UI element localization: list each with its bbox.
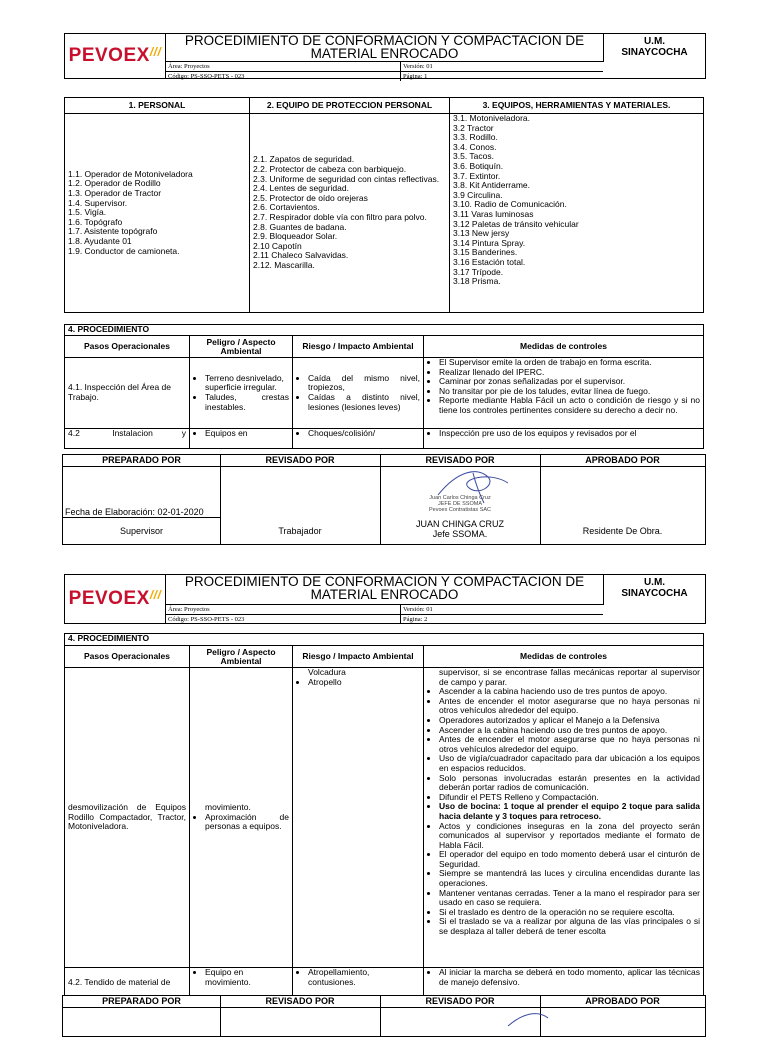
residente-role: Residente De Obra. (582, 526, 663, 536)
list-item: 3.10. Radio de Comunicación. (453, 199, 567, 210)
procedure-table-p2-wrap (64, 633, 704, 995)
list-item: 2.8. Guantes de badana. (253, 221, 347, 232)
list-item: 3.7. Extintor. (453, 170, 501, 181)
paso-number: 4.2 (68, 428, 80, 438)
document-title: PROCEDIMIENTO DE CONFORMACION Y COMPACTACION DE MATERIAL ENROCADO (166, 34, 604, 62)
area-text: Área: Proyectos (168, 606, 210, 613)
pevoex-logo: PEVOEX/// (68, 45, 162, 66)
list-item: 2.10 Capotín (253, 240, 302, 251)
list-item: 2.1. Zapatos de seguridad. (253, 154, 355, 165)
version-text: Versión: 01 (403, 63, 433, 70)
col-peligro-header: Peligro / Aspecto Ambiental (190, 646, 293, 668)
pevoex-logo: PEVOEX/// (68, 588, 162, 609)
um-label: U.M. (643, 577, 666, 588)
page1-header (64, 33, 706, 79)
list-item: 2.6. Cortavientos. (253, 202, 320, 213)
fecha-elaboracion: Fecha de Elaboración: 02-01-2020 (65, 507, 204, 517)
resources-table (64, 97, 704, 313)
list-item: • Ascender a la cabina haciendo uso de tres puntos de apoyo. (439, 726, 700, 736)
reviewer-name-block (380, 519, 540, 539)
paso-cell (65, 429, 190, 449)
list-item: • Terreno desnivelado, superficie irregular. (205, 374, 289, 393)
list-item: Volcadura (308, 667, 346, 677)
list-item: 1.4. Supervisor. (68, 197, 128, 208)
signature-block-p1 (62, 454, 706, 545)
list-item: • Choques/colisión/ (308, 429, 420, 439)
page2-header (64, 574, 706, 624)
stamp-line: JEFE DE SSOMA (437, 501, 482, 507)
meta-row-1 (166, 605, 603, 615)
um-cell (604, 575, 705, 623)
list-item: 1.5. Vigía. (68, 207, 107, 218)
list-item: • Taludes, crestas inestables. (205, 393, 289, 412)
list-item: 3.12 Paletas de tránsito vehicular (453, 218, 579, 229)
list-item: • Al iniciar la marcha se deberá en todo momento, aplicar las técnicas de manejo defensivo. (439, 968, 700, 987)
reviewer-role: Jefe SSOMA. (432, 529, 488, 539)
logo-cell (65, 575, 166, 623)
medidas-cell (424, 668, 704, 968)
col-pasos-header: Pasos Operacionales (65, 646, 190, 668)
list-item: • Operadores autorizados y aplicar el Manejo a la Defensiva (439, 716, 700, 726)
um-cell (604, 34, 705, 78)
riesgo-cell (293, 668, 424, 968)
list-item: • Caminar por zonas señalizadas por el supervisor. (439, 377, 700, 387)
col-peligro-header: Peligro / Aspecto Ambiental (190, 336, 293, 358)
list-item: • Antes de encender el motor asegurarse que no haya personas ni otros vehículos alrededor del equipo. (439, 735, 700, 754)
list-item: 3.13 New jersy (453, 228, 510, 239)
revisado-label: REVISADO POR (425, 996, 495, 1006)
list-item: 1.8. Ayudante 01 (68, 235, 132, 246)
list-item: 3.8. Kit Antiderrame. (453, 180, 531, 191)
list-item: • Antes de encender el motor asegurarse que no haya personas ni otros vehículos alrededor del equipo. (439, 697, 700, 716)
document-title: PROCEDIMIENTO DE CONFORMACION Y COMPACTACION DE MATERIAL ENROCADO (166, 575, 604, 605)
revisado-label: REVISADO POR (425, 455, 495, 465)
revisado-label: REVISADO POR (265, 996, 335, 1006)
list-item: 3.14 Pintura Spray. (453, 237, 526, 248)
list-item: movimiento. (205, 802, 251, 813)
list-item: • No transitar por pie de los taludes, evitar línea de fuego. (439, 387, 700, 397)
list-item: 2.11 Chaleco Salvavidas. (253, 250, 349, 261)
medidas-cell (424, 429, 704, 449)
list-item: 3.17 Trípode. (453, 266, 504, 277)
list-item: • El Supervisor emite la orden de trabajo en forma escrita. (439, 358, 700, 368)
peligro-cell (190, 429, 293, 449)
signature-scribble-icon (503, 1008, 563, 1028)
list-item: • Atropello (308, 678, 420, 688)
list-item: 3.4. Conos. (453, 141, 497, 152)
list-item: 3.9 Circulina. (453, 189, 503, 200)
procedure-title: 4. PROCEDIMIENTO (65, 325, 704, 336)
paso-text: y (181, 428, 186, 438)
list-item: movimiento. (205, 976, 251, 987)
col-pasos-header: Pasos Operacionales (65, 336, 190, 358)
list-item: • Difundir el PETS Relleno y Compactación. (439, 793, 700, 803)
list-item: 3.11 Varas luminosas (453, 208, 534, 219)
trabajador-role: Trabajador (278, 526, 322, 536)
procedure-table-p1-wrap (64, 324, 704, 454)
paso-cell: 4.1. Inspección del Área de Trabajo. (65, 358, 190, 429)
stamp-line: Pevoex Contratistas SAC (428, 507, 492, 513)
meta-row-2 (166, 615, 603, 624)
epp-list (250, 114, 450, 313)
list-item: • Caídas a distinto nivel, lesiones (lesiones leves) (308, 393, 420, 412)
paso-text: Instalacion (112, 428, 153, 438)
page-number-text: Página: 1 (403, 73, 428, 80)
list-item: contusiones. (308, 976, 356, 987)
epp-header: 2. EQUIPO DE PROTECCION PERSONAL (250, 98, 450, 114)
equipos-header: 3. EQUIPOS, HERRAMIENTAS Y MATERIALES. (450, 98, 704, 114)
paso-cell: 4.2. Tendido de material de (65, 968, 190, 996)
procedure-table-p1 (64, 324, 704, 449)
preparado-label: PREPARADO POR (102, 455, 181, 465)
paso-cell: desmovilización de Equipos Rodillo Compactador, Tractor, Motoniveladora. (65, 668, 190, 968)
col-riesgo-header: Riesgo / Impacto Ambiental (293, 646, 424, 668)
codigo-text: Código: PS-SSO-PETS - 023 (168, 616, 245, 623)
list-item: 2.7. Respirador doble vía con filtro para polvo. (253, 212, 427, 222)
list-item: • Caída del mismo nivel, tropiezos, (308, 374, 420, 393)
list-item: 3.3. Rodillo. (453, 132, 498, 143)
procedure-table-p2 (64, 633, 704, 995)
list-item: 3.1. Motoniveladora. (453, 113, 531, 123)
list-item: • Reporte mediante Habla Fácil un acto o condición de riesgo y si no tiene los controles pertinentes considere su derecho a decir no. (439, 396, 700, 415)
list-item: 2.3. Uniforme de seguridad con cintas reflectivas. (253, 173, 440, 184)
list-item: 1.6. Topógrafo (68, 216, 123, 227)
peligro-cell (190, 968, 293, 996)
um-label: U.M. (643, 36, 666, 47)
list-item: • Equipo en (205, 968, 289, 978)
list-item: 2.2. Protector de cabeza con barbiquejo. (253, 164, 407, 175)
list-item: 1.7. Asistente topógrafo (68, 226, 158, 237)
area-text: Área: Proyectos (168, 63, 210, 70)
aprobado-label: APROBADO POR (585, 996, 660, 1006)
riesgo-cell (293, 429, 424, 449)
col-medidas-header: Medidas de controles (424, 336, 704, 358)
list-item: • Actos y condiciones inseguras en la zona del proyecto serán comunicados al supervisor y reportados mediante el formato de Habla Fácil. (439, 822, 700, 851)
list-item: • Ascender a la cabina haciendo uso de tres puntos de apoyo. (439, 687, 700, 697)
peligro-cell (190, 358, 293, 429)
list-item: • Uso de vigía/cuadrador capacitado para dar ubicación a los equipos en espacios reducidos. (439, 754, 700, 773)
riesgo-cell (293, 968, 424, 996)
list-item: 2.5. Protector de oído orejeras (253, 192, 368, 203)
list-item: • Si el traslado es dentro de la operación no se requiere escolta. (439, 908, 700, 918)
reviewer-name: JUAN CHINGA CRUZ (415, 519, 504, 529)
list-item: 3.6. Botiquín. (453, 160, 504, 171)
list-item: • Inspección pre uso de los equipos y revisados por el (439, 429, 700, 439)
page-number-text: Página: 2 (403, 616, 428, 623)
list-item: 3.2 Tractor (453, 122, 494, 133)
list-item: 1.2. Operador de Rodillo (68, 178, 161, 189)
list-item: 3.18 Prisma. (453, 276, 501, 287)
list-item: • Si el traslado se va a realizar por alguna de las vías principales o si se desplaza al taller deberá de tener escolta (439, 917, 700, 936)
list-item: 2.12. Mascarilla. (253, 259, 315, 270)
stamp (380, 495, 540, 513)
list-item: 1.9. Conductor de camioneta. (68, 245, 180, 256)
list-item: supervisor, si se encontrase fallas mecánicas reportar al supervisor de campo y parar. (439, 667, 700, 687)
personal-list (65, 114, 250, 313)
meta-row-2 (166, 72, 603, 81)
stamp-line: Juan Carlos Chinga Cruz (429, 495, 491, 501)
procedure-title: 4. PROCEDIMIENTO (65, 634, 704, 646)
revisado-label: REVISADO POR (265, 455, 335, 465)
list-item: 3.16 Estación total. (453, 256, 526, 267)
list-item: 2.9. Bloqueador Solar. (253, 231, 338, 242)
riesgo-cell (293, 358, 424, 429)
list-item: • Solo personas involucradas estarán presentes en la actividad deberán portar radios de comunicación. (439, 774, 700, 793)
peligro-cell (190, 668, 293, 968)
preparado-label: PREPARADO POR (102, 996, 181, 1006)
list-item: 3.5. Tacos. (453, 151, 494, 162)
col-medidas-header: Medidas de controles (424, 646, 704, 668)
equipos-list (450, 114, 704, 313)
codigo-text: Código: PS-SSO-PETS - 023 (168, 73, 245, 80)
logo-cell (65, 34, 166, 78)
um-name: SINAYCOCHA (621, 588, 688, 599)
list-item: 1.1. Operador de Motoniveladora (68, 168, 193, 179)
list-item: • Uso de bocina: 1 toque al prender el equipo 2 toque para salida hacia delante y 3 toques para retroceso. (439, 802, 700, 821)
medidas-cell (424, 358, 704, 429)
version-text: Versión: 01 (403, 606, 433, 613)
list-item: • Realizar llenado del IPERC. (439, 368, 700, 378)
list-item: • Equipos en (205, 429, 289, 439)
um-name: SINAYCOCHA (621, 47, 688, 58)
col-riesgo-header: Riesgo / Impacto Ambiental (293, 336, 424, 358)
list-item: • El operador del equipo en todo momento deberá usar el cinturón de Seguridad. (439, 850, 700, 869)
medidas-cell (424, 968, 704, 996)
list-item: • Mantener ventanas cerradas. Tener a la mano el respirador para ser usado en caso se requiera. (439, 889, 700, 908)
signature-block-p2 (62, 995, 706, 1037)
list-item: • Atropellamiento, (308, 968, 420, 978)
meta-row-1 (166, 62, 603, 72)
aprobado-label: APROBADO POR (585, 455, 660, 465)
supervisor-role: Supervisor (119, 526, 164, 536)
list-item: • Siempre se mantendrá las luces y circulina encendidas durante las operaciones. (439, 869, 700, 888)
list-item: 3.15 Banderines. (453, 247, 518, 258)
list-item: • Aproximación de personas a equipos. (205, 813, 289, 832)
list-item: 2.4. Lentes de seguridad. (253, 183, 349, 194)
list-item: 1.3. Operador de Tractor (68, 188, 162, 199)
personal-header: 1. PERSONAL (65, 98, 250, 114)
